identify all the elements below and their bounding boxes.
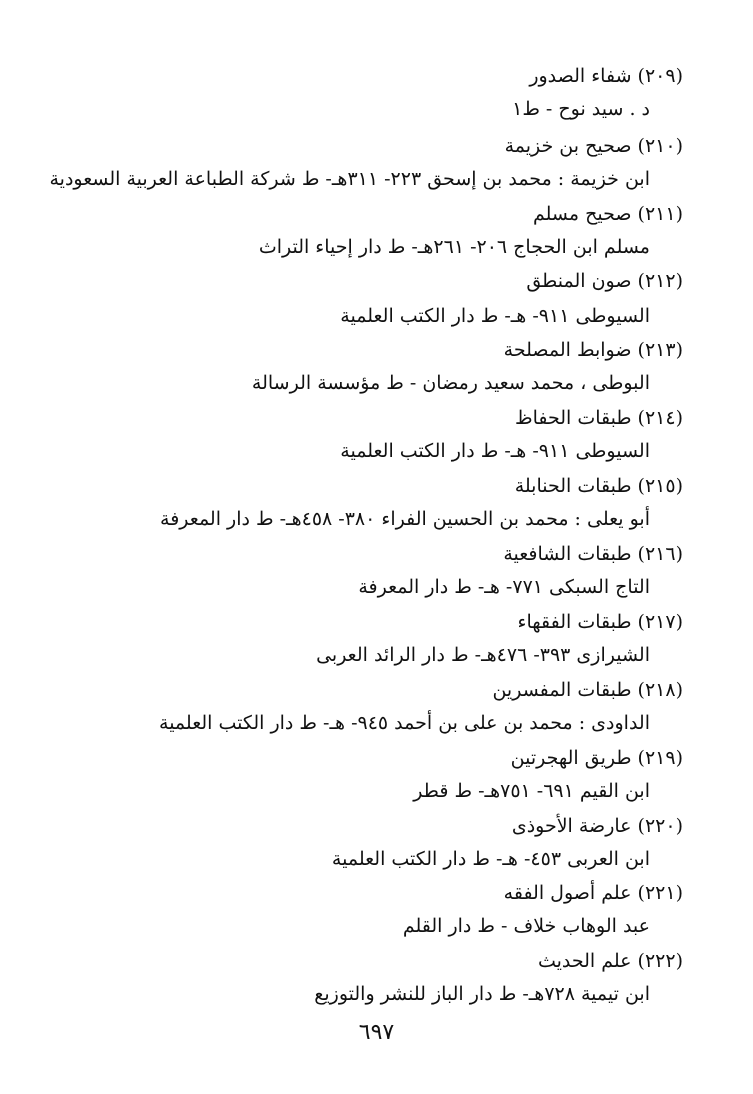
entry-214-detail: السيوطى ٩١١- هـ- ط دار الكتب العلمية <box>340 440 650 462</box>
entry-213-detail: البوطى ، محمد سعيد رمضان - ط مؤسسة الرسالة <box>251 372 650 394</box>
page-number: ٦٩٧ <box>358 1020 395 1045</box>
entry-213-title: (٢١٣) ضوابط المصلحة <box>503 339 683 361</box>
entry-220-detail: ابن العربى ٤٥٣- هـ- ط دار الكتب العلمية <box>331 848 650 870</box>
entry-222-detail: ابن تيمية ٧٢٨هـ- ط دار الباز للنشر والتوزيع <box>314 983 650 1005</box>
entry-209-title: (٢٠٩) شفاء الصدور <box>529 65 683 87</box>
entry-221-detail: عبد الوهاب خلاف - ط دار القلم <box>402 915 650 937</box>
entry-220-title: (٢٢٠) عارضة الأحوذى <box>511 815 683 837</box>
entry-211-detail: مسلم ابن الحجاج ٢٠٦- ٢٦١هـ- ط دار إحياء التراث <box>258 236 650 258</box>
entry-210-detail: ابن خزيمة : محمد بن إسحق ٢٢٣- ٣١١هـ- ط شركة الطباعة العربية السعودية <box>49 168 650 190</box>
entry-219-title: (٢١٩) طريق الهجرتين <box>510 747 683 769</box>
entry-219-detail: ابن القيم ٦٩١- ٧٥١هـ- ط قطر <box>413 780 650 802</box>
entry-212-title: (٢١٢) صون المنطق <box>526 270 683 292</box>
entry-218-title: (٢١٨) طبقات المفسرين <box>492 679 683 701</box>
entry-209-detail: د . سيد نوح - ط١ <box>512 98 650 120</box>
entry-221-title: (٢٢١) علم أصول الفقه <box>503 882 683 904</box>
entry-216-detail: التاج السبكى ٧٧١- هـ- ط دار المعرفة <box>358 576 650 598</box>
entry-215-detail: أبو يعلى : محمد بن الحسين الفراء ٣٨٠- ٤٥٨هـ- ط دار المعرفة <box>160 508 650 530</box>
entry-212-detail: السيوطى ٩١١- هـ- ط دار الكتب العلمية <box>340 305 650 327</box>
entry-222-title: (٢٢٢) علم الحديث <box>537 950 683 972</box>
entry-211-title: (٢١١) صحيح مسلم <box>533 203 683 225</box>
entry-218-detail: الداودى : محمد بن على بن أحمد ٩٤٥- هـ- ط دار الكتب العلمية <box>159 712 650 734</box>
entry-217-detail: الشيرازى ٣٩٣- ٤٧٦هـ- ط دار الرائد العربى <box>316 644 650 666</box>
entry-217-title: (٢١٧) طبقات الفقهاء <box>517 611 683 633</box>
entry-215-title: (٢١٥) طبقات الحنابلة <box>514 475 683 497</box>
entry-214-title: (٢١٤) طبقات الحفاظ <box>515 407 683 429</box>
entry-216-title: (٢١٦) طبقات الشافعية <box>503 543 683 565</box>
entry-210-title: (٢١٠) صحيح بن خزيمة <box>504 135 683 157</box>
